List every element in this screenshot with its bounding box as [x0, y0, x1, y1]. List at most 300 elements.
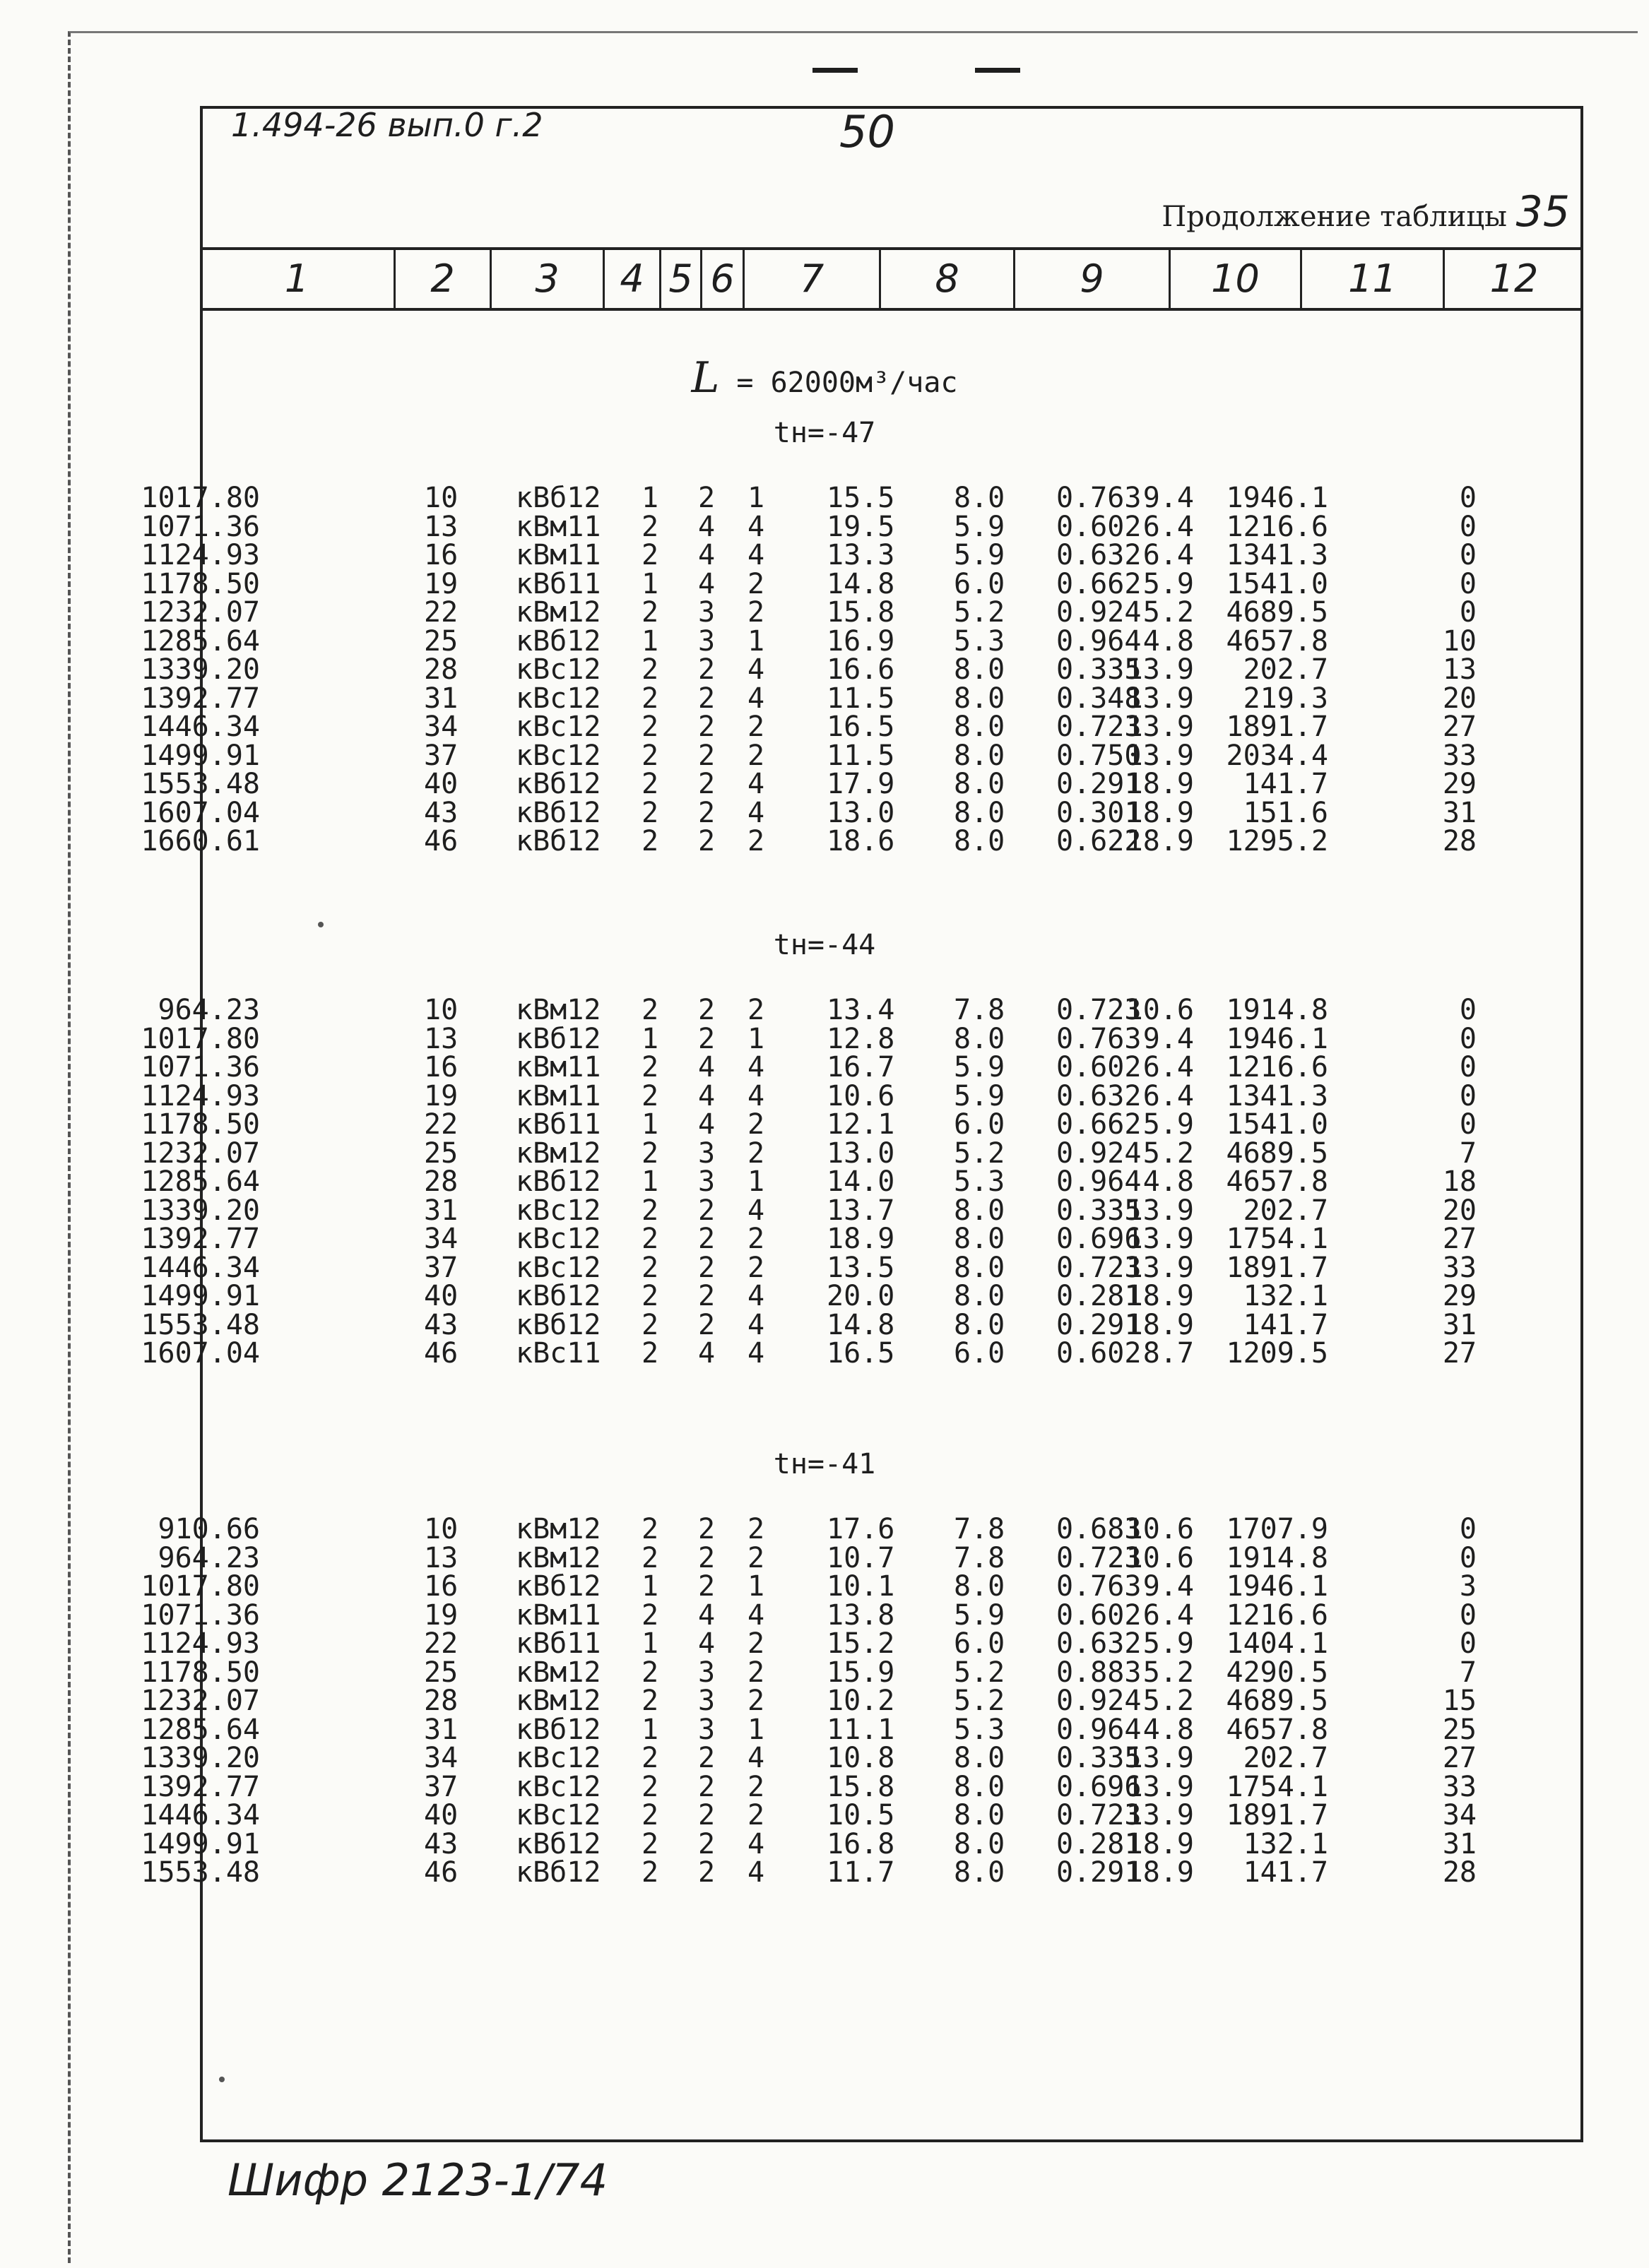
table-cell-col-5: 4 [697, 539, 716, 571]
table-cell-col-9: 0.602 [1056, 1337, 1142, 1370]
table-cell-col-10: 6.4 [1142, 1079, 1194, 1112]
table-cell-col-8: 8.0 [954, 1799, 1005, 1831]
table-cell-col-5: 2 [697, 768, 716, 800]
column-header-1: 1 [200, 250, 396, 308]
table-cell-col-1: 910.66 [158, 1513, 260, 1545]
table-cell-col-9: 0.924 [1056, 1136, 1142, 1170]
table-cell-col-11: 1707.9 [1226, 1513, 1328, 1545]
table-cell-col-11: 219.3 [1243, 682, 1328, 715]
table-cell-col-12: 0 [1459, 510, 1477, 543]
table-cell-col-5: 2 [697, 1308, 716, 1341]
table-cell-col-5: 2 [697, 1280, 716, 1312]
table-cell-col-5: 2 [697, 1513, 716, 1545]
table-cell-col-5: 3 [697, 624, 716, 658]
table-cell-col-6: 1 [747, 1713, 765, 1746]
table-cell-col-12: 31 [1442, 1308, 1477, 1341]
table-cell-col-1: 1607.04 [141, 1337, 260, 1370]
table-cell-col-2: 28 [424, 653, 459, 686]
table-cell-col-2: 40 [424, 1280, 459, 1312]
table-cell-col-8: 5.9 [954, 1051, 1005, 1083]
table-cell-col-6: 4 [747, 1079, 765, 1112]
table-cell-col-3: кВм11 [516, 1598, 601, 1632]
table-cell-col-12: 33 [1442, 1770, 1477, 1803]
table-cell-col-3: кВс12 [516, 1799, 601, 1831]
table-cell-col-6: 2 [747, 1627, 765, 1660]
column-header-row [200, 247, 1583, 311]
column-header-5: 5 [661, 250, 702, 308]
table-cell-col-12: 15 [1442, 1685, 1477, 1717]
table-cell-col-8: 6.0 [954, 1627, 1005, 1660]
table-cell-col-7: 13.7 [827, 1194, 895, 1227]
table-cell-col-11: 1209.5 [1226, 1337, 1328, 1370]
table-cell-col-11: 1541.0 [1226, 567, 1328, 600]
table-cell-col-5: 2 [697, 653, 716, 686]
table-cell-col-10: 9.4 [1142, 1022, 1194, 1055]
table-cell-col-7: 17.6 [827, 1513, 895, 1545]
table-cell-col-7: 13.4 [827, 994, 895, 1026]
table-cell-col-9: 0.291 [1056, 768, 1142, 800]
table-cell-col-7: 12.1 [827, 1108, 895, 1141]
table-cell-col-3: кВб12 [516, 482, 601, 514]
table-cell-col-4: 1 [641, 482, 659, 514]
table-cell-col-10: 13.9 [1125, 1742, 1194, 1774]
table-cell-col-6: 4 [747, 1280, 765, 1312]
table-cell-col-9: 0.632 [1056, 1079, 1142, 1112]
table-cell-col-10: 10.6 [1125, 1541, 1194, 1574]
table-cell-col-2: 43 [424, 1827, 459, 1860]
table-cell-col-5: 2 [697, 796, 716, 829]
table-cell-col-2: 13 [424, 510, 459, 543]
table-cell-col-7: 16.5 [827, 1337, 895, 1370]
table-cell-col-2: 25 [424, 1656, 459, 1689]
table-cell-col-4: 1 [641, 1165, 659, 1198]
table-cell-col-5: 2 [697, 1223, 716, 1255]
table-cell-col-7: 18.9 [827, 1223, 895, 1255]
table-cell-col-4: 2 [641, 1541, 659, 1574]
section-label: tн=-44 [773, 929, 876, 961]
table-cell-col-4: 2 [641, 1598, 659, 1632]
table-cell-col-12: 0 [1459, 1051, 1477, 1083]
table-cell-col-12: 29 [1442, 768, 1477, 800]
table-cell-col-2: 31 [424, 1194, 459, 1227]
table-cell-col-9: 0.622 [1056, 825, 1142, 857]
table-cell-col-3: кВс12 [516, 1251, 601, 1284]
table-cell-col-4: 1 [641, 1108, 659, 1141]
table-cell-col-2: 37 [424, 739, 459, 772]
table-cell-col-9: 0.763 [1056, 1022, 1142, 1055]
table-cell-col-7: 11.1 [827, 1713, 895, 1746]
table-cell-col-4: 2 [641, 1742, 659, 1774]
table-cell-col-6: 4 [747, 1598, 765, 1632]
table-cell-col-9: 0.763 [1056, 1570, 1142, 1603]
table-cell-col-10: 18.9 [1125, 1280, 1194, 1312]
table-cell-col-4: 2 [641, 796, 659, 829]
table-cell-col-6: 1 [747, 482, 765, 514]
table-cell-col-4: 2 [641, 994, 659, 1026]
table-cell-col-6: 1 [747, 1165, 765, 1198]
table-cell-col-2: 19 [424, 1598, 459, 1632]
table-cell-col-10: 18.9 [1125, 1856, 1194, 1889]
table-cell-col-5: 2 [697, 1022, 716, 1055]
table-cell-col-5: 2 [697, 1770, 716, 1803]
table-cell-col-7: 14.8 [827, 567, 895, 600]
table-cell-col-1: 1017.80 [141, 482, 260, 514]
table-cell-col-10: 18.9 [1125, 825, 1194, 857]
table-cell-col-1: 1232.07 [141, 1685, 260, 1717]
table-cell-col-4: 2 [641, 1856, 659, 1889]
table-cell-col-7: 15.8 [827, 596, 895, 629]
table-cell-col-3: кВм12 [516, 994, 601, 1026]
table-cell-col-6: 4 [747, 539, 765, 571]
table-cell-col-5: 4 [697, 1627, 716, 1660]
column-header-3: 3 [492, 250, 605, 308]
table-cell-col-2: 16 [424, 1051, 459, 1083]
table-cell-col-6: 4 [747, 768, 765, 800]
table-cell-col-1: 1446.34 [141, 1251, 260, 1284]
table-cell-col-9: 0.723 [1056, 1541, 1142, 1574]
table-cell-col-11: 1216.6 [1226, 1051, 1328, 1083]
table-cell-col-12: 0 [1459, 1598, 1477, 1632]
table-cell-col-1: 1339.20 [141, 1194, 260, 1227]
table-cell-col-8: 5.3 [954, 1165, 1005, 1198]
table-cell-col-9: 0.763 [1056, 482, 1142, 514]
table-cell-col-8: 5.9 [954, 1598, 1005, 1632]
table-cell-col-5: 4 [697, 1051, 716, 1083]
table-cell-col-4: 2 [641, 1770, 659, 1803]
table-cell-col-2: 16 [424, 539, 459, 571]
table-cell-col-7: 19.5 [827, 510, 895, 543]
table-cell-col-11: 1754.1 [1226, 1770, 1328, 1803]
table-cell-col-9: 0.632 [1056, 1627, 1142, 1660]
table-cell-col-2: 10 [424, 1513, 459, 1545]
table-cell-col-2: 34 [424, 1223, 459, 1255]
table-cell-col-10: 5.9 [1142, 1108, 1194, 1141]
table-cell-col-10: 9.4 [1142, 1570, 1194, 1603]
table-cell-col-8: 8.0 [954, 482, 1005, 514]
table-cell-col-8: 5.9 [954, 1079, 1005, 1112]
table-cell-col-2: 22 [424, 596, 459, 629]
table-cell-col-11: 4657.8 [1226, 1165, 1328, 1198]
table-cell-col-10: 13.9 [1125, 1251, 1194, 1284]
table-cell-col-6: 4 [747, 1856, 765, 1889]
table-cell-col-9: 0.291 [1056, 1308, 1142, 1341]
table-cell-col-2: 37 [424, 1770, 459, 1803]
table-cell-col-9: 0.696 [1056, 1770, 1142, 1803]
table-cell-col-10: 13.9 [1125, 1223, 1194, 1255]
table-cell-col-7: 14.0 [827, 1165, 895, 1198]
table-cell-col-4: 2 [641, 539, 659, 571]
table-cell-col-3: кВб12 [516, 825, 601, 857]
table-cell-col-1: 964.23 [158, 994, 260, 1026]
table-cell-col-9: 0.964 [1056, 1165, 1142, 1198]
table-cell-col-3: кВс12 [516, 653, 601, 686]
table-cell-col-3: кВс12 [516, 682, 601, 715]
table-cell-col-8: 8.0 [954, 1856, 1005, 1889]
table-cell-col-11: 4689.5 [1226, 1685, 1328, 1717]
table-cell-col-11: 1341.3 [1226, 1079, 1328, 1112]
column-header-4: 4 [605, 250, 661, 308]
table-cell-col-4: 2 [641, 1051, 659, 1083]
table-cell-col-9: 0.335 [1056, 653, 1142, 686]
table-cell-col-8: 8.0 [954, 1742, 1005, 1774]
table-cell-col-12: 0 [1459, 994, 1477, 1026]
table-cell-col-10: 6.4 [1142, 1598, 1194, 1632]
table-cell-col-6: 4 [747, 796, 765, 829]
table-cell-col-12: 0 [1459, 567, 1477, 600]
table-cell-col-2: 19 [424, 567, 459, 600]
table-cell-col-10: 6.4 [1142, 1051, 1194, 1083]
table-cell-col-12: 13 [1442, 653, 1477, 686]
table-cell-col-11: 1341.3 [1226, 539, 1328, 571]
table-cell-col-10: 13.9 [1125, 739, 1194, 772]
table-cell-col-12: 0 [1459, 1079, 1477, 1112]
column-header-8: 8 [881, 250, 1015, 308]
table-cell-col-11: 132.1 [1243, 1280, 1328, 1312]
table-cell-col-12: 0 [1459, 1541, 1477, 1574]
table-cell-col-8: 8.0 [954, 682, 1005, 715]
table-cell-col-5: 2 [697, 1570, 716, 1603]
table-cell-col-1: 1446.34 [141, 711, 260, 743]
table-cell-col-3: кВб12 [516, 1856, 601, 1889]
table-cell-col-7: 16.5 [827, 711, 895, 743]
table-cell-col-12: 0 [1459, 1627, 1477, 1660]
table-cell-col-12: 20 [1442, 1194, 1477, 1227]
table-cell-col-9: 0.662 [1056, 567, 1142, 600]
table-cell-col-10: 5.2 [1142, 596, 1194, 629]
table-cell-col-6: 4 [747, 1051, 765, 1083]
table-cell-col-9: 0.291 [1056, 1856, 1142, 1889]
table-cell-col-4: 2 [641, 1513, 659, 1545]
table-cell-col-10: 10.6 [1125, 1513, 1194, 1545]
table-cell-col-4: 2 [641, 739, 659, 772]
table-cell-col-1: 1392.77 [141, 682, 260, 715]
table-cell-col-1: 1392.77 [141, 1223, 260, 1255]
table-cell-col-11: 1946.1 [1226, 1022, 1328, 1055]
table-cell-col-10: 4.8 [1142, 1165, 1194, 1198]
table-cell-col-2: 16 [424, 1570, 459, 1603]
table-cell-col-1: 1285.64 [141, 1165, 260, 1198]
table-cell-col-5: 3 [697, 596, 716, 629]
table-cell-col-11: 4657.8 [1226, 1713, 1328, 1746]
table-cell-col-11: 1295.2 [1226, 825, 1328, 857]
table-cell-col-5: 4 [697, 1079, 716, 1112]
table-cell-col-12: 29 [1442, 1280, 1477, 1312]
table-cell-col-12: 0 [1459, 1022, 1477, 1055]
airflow-label [0, 353, 1649, 403]
table-cell-col-6: 2 [747, 825, 765, 857]
table-cell-col-10: 18.9 [1125, 1308, 1194, 1341]
table-cell-col-10: 5.9 [1142, 567, 1194, 600]
table-cell-col-3: кВб12 [516, 1570, 601, 1603]
table-cell-col-12: 7 [1459, 1656, 1477, 1689]
table-cell-col-1: 1232.07 [141, 1136, 260, 1170]
table-cell-col-12: 33 [1442, 1251, 1477, 1284]
table-cell-col-8: 6.0 [954, 1337, 1005, 1370]
table-cell-col-12: 28 [1442, 825, 1477, 857]
table-cell-col-5: 4 [697, 510, 716, 543]
table-cell-col-9: 0.750 [1056, 739, 1142, 772]
table-cell-col-6: 4 [747, 1742, 765, 1774]
table-cell-col-11: 202.7 [1243, 1194, 1328, 1227]
table-cell-col-9: 0.281 [1056, 1827, 1142, 1860]
table-cell-col-4: 2 [641, 1799, 659, 1831]
table-cell-col-5: 3 [697, 1165, 716, 1198]
table-cell-col-1: 1553.48 [141, 1856, 260, 1889]
table-cell-col-9: 0.683 [1056, 1513, 1142, 1545]
table-cell-col-4: 1 [641, 1570, 659, 1603]
table-cell-col-1: 1339.20 [141, 1742, 260, 1774]
table-cell-col-10: 5.2 [1142, 1685, 1194, 1717]
table-cell-col-7: 15.8 [827, 1770, 895, 1803]
table-cell-col-8: 8.0 [954, 1280, 1005, 1312]
table-cell-col-3: кВм12 [516, 1136, 601, 1170]
table-cell-col-10: 10.6 [1125, 994, 1194, 1026]
table-cell-col-3: кВб12 [516, 1827, 601, 1860]
airflow-value: = 62000м³/час [736, 367, 958, 399]
table-cell-col-9: 0.723 [1056, 994, 1142, 1026]
column-header-9: 9 [1015, 250, 1171, 308]
table-cell-col-12: 10 [1442, 624, 1477, 658]
table-cell-col-11: 4689.5 [1226, 596, 1328, 629]
table-cell-col-6: 4 [747, 653, 765, 686]
table-cell-col-8: 7.8 [954, 1541, 1005, 1574]
table-cell-col-6: 2 [747, 994, 765, 1026]
table-cell-col-8: 8.0 [954, 1223, 1005, 1255]
table-cell-col-3: кВс12 [516, 1770, 601, 1803]
table-cell-col-12: 0 [1459, 1513, 1477, 1545]
margin-dot [318, 922, 324, 927]
table-cell-col-4: 2 [641, 711, 659, 743]
table-cell-col-11: 132.1 [1243, 1827, 1328, 1860]
table-cell-col-3: кВб12 [516, 624, 601, 658]
table-cell-col-4: 1 [641, 1713, 659, 1746]
table-cell-col-8: 8.0 [954, 739, 1005, 772]
table-cell-col-2: 10 [424, 482, 459, 514]
table-cell-col-4: 2 [641, 1223, 659, 1255]
table-cell-col-4: 1 [641, 1627, 659, 1660]
table-cell-col-5: 2 [697, 1541, 716, 1574]
table-cell-col-8: 5.9 [954, 510, 1005, 543]
table-cell-col-12: 25 [1442, 1713, 1477, 1746]
table-cell-col-3: кВс12 [516, 711, 601, 743]
table-cell-col-5: 4 [697, 1598, 716, 1632]
top-dash-mark [975, 68, 1020, 73]
table-cell-col-1: 1499.91 [141, 1280, 260, 1312]
table-cell-col-1: 1339.20 [141, 653, 260, 686]
table-cell-col-2: 37 [424, 1251, 459, 1284]
table-cell-col-6: 2 [747, 1251, 765, 1284]
table-cell-col-8: 8.0 [954, 653, 1005, 686]
table-cell-col-3: кВб12 [516, 1308, 601, 1341]
table-cell-col-7: 10.6 [827, 1079, 895, 1112]
footer-cipher: Шифр 2123-1/74 [227, 2154, 608, 2206]
column-header-6: 6 [702, 250, 745, 308]
table-cell-col-9: 0.281 [1056, 1280, 1142, 1312]
table-cell-col-7: 11.5 [827, 682, 895, 715]
table-cell-col-1: 1285.64 [141, 1713, 260, 1746]
table-cell-col-5: 2 [697, 482, 716, 514]
table-cell-col-1: 1071.36 [141, 1598, 260, 1632]
table-cell-col-10: 18.9 [1125, 1827, 1194, 1860]
table-cell-col-8: 5.2 [954, 1136, 1005, 1170]
table-cell-col-4: 2 [641, 1827, 659, 1860]
table-cell-col-8: 8.0 [954, 1194, 1005, 1227]
table-cell-col-3: кВб12 [516, 1165, 601, 1198]
table-cell-col-2: 40 [424, 1799, 459, 1831]
table-cell-col-5: 3 [697, 1656, 716, 1689]
table-cell-col-7: 16.9 [827, 624, 895, 658]
table-cell-col-11: 1216.6 [1226, 510, 1328, 543]
table-cell-col-11: 202.7 [1243, 653, 1328, 686]
table-cell-col-3: кВс12 [516, 1742, 601, 1774]
table-cell-col-11: 4657.8 [1226, 624, 1328, 658]
table-cell-col-8: 8.0 [954, 1770, 1005, 1803]
table-cell-col-4: 1 [641, 624, 659, 658]
table-cell-col-6: 2 [747, 1136, 765, 1170]
table-cell-col-2: 28 [424, 1685, 459, 1717]
table-cell-col-6: 2 [747, 1799, 765, 1831]
table-cell-col-1: 1017.80 [141, 1022, 260, 1055]
table-cell-col-3: кВб12 [516, 796, 601, 829]
table-cell-col-10: 13.9 [1125, 653, 1194, 686]
margin-dot [219, 2077, 225, 2082]
table-cell-col-11: 1946.1 [1226, 1570, 1328, 1603]
table-cell-col-2: 25 [424, 1136, 459, 1170]
table-cell-col-6: 2 [747, 1513, 765, 1545]
table-cell-col-3: кВс12 [516, 1194, 601, 1227]
table-cell-col-6: 1 [747, 1570, 765, 1603]
table-cell-col-3: кВм11 [516, 1079, 601, 1112]
top-dash-mark [812, 68, 858, 73]
table-cell-col-6: 4 [747, 682, 765, 715]
table-cell-col-3: кВм11 [516, 510, 601, 543]
table-cell-col-10: 18.9 [1125, 768, 1194, 800]
table-cell-col-2: 34 [424, 1742, 459, 1774]
table-number: 35 [1515, 187, 1570, 237]
table-cell-col-8: 6.0 [954, 1108, 1005, 1141]
table-cell-col-7: 14.8 [827, 1308, 895, 1341]
table-cell-col-11: 1914.8 [1226, 1541, 1328, 1574]
table-cell-col-12: 28 [1442, 1856, 1477, 1889]
table-cell-col-9: 0.602 [1056, 510, 1142, 543]
table-cell-col-12: 31 [1442, 796, 1477, 829]
table-cell-col-2: 31 [424, 1713, 459, 1746]
table-cell-col-7: 13.0 [827, 1136, 895, 1170]
table-cell-col-8: 8.0 [954, 1022, 1005, 1055]
table-cell-col-10: 5.2 [1142, 1656, 1194, 1689]
table-cell-col-6: 1 [747, 1022, 765, 1055]
table-cell-col-5: 3 [697, 1136, 716, 1170]
table-cell-col-4: 2 [641, 768, 659, 800]
table-cell-col-11: 2034.4 [1226, 739, 1328, 772]
table-cell-col-4: 2 [641, 1251, 659, 1284]
table-cell-col-10: 13.9 [1125, 711, 1194, 743]
table-cell-col-12: 27 [1442, 711, 1477, 743]
table-cell-col-7: 13.3 [827, 539, 895, 571]
table-cell-col-6: 1 [747, 624, 765, 658]
table-cell-col-5: 3 [697, 1713, 716, 1746]
table-cell-col-12: 7 [1459, 1136, 1477, 1170]
table-cell-col-5: 2 [697, 682, 716, 715]
table-cell-col-12: 3 [1459, 1570, 1477, 1603]
table-cell-col-7: 18.6 [827, 825, 895, 857]
table-cell-col-8: 8.0 [954, 1251, 1005, 1284]
table-cell-col-7: 15.2 [827, 1627, 895, 1660]
table-cell-col-6: 4 [747, 1827, 765, 1860]
table-cell-col-2: 19 [424, 1079, 459, 1112]
table-cell-col-5: 2 [697, 1194, 716, 1227]
table-cell-col-4: 2 [641, 1079, 659, 1112]
